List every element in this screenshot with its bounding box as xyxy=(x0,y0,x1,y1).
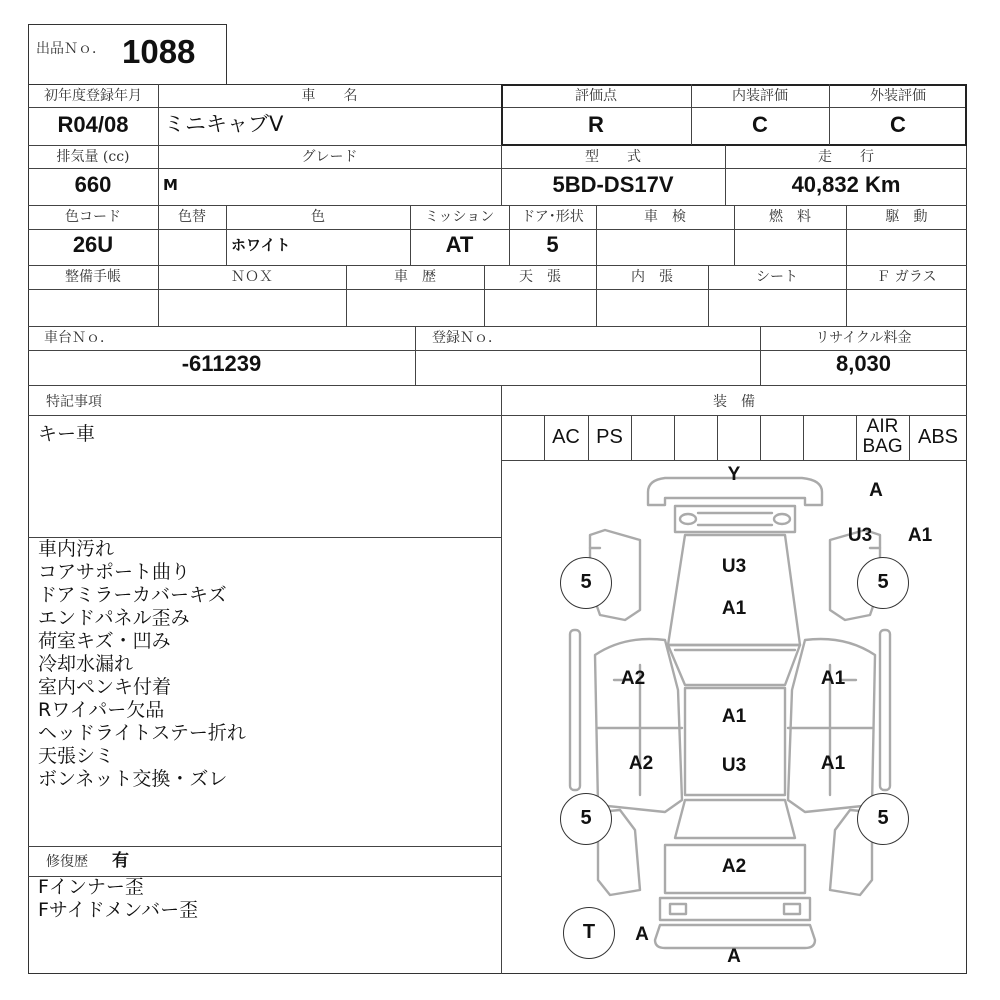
note-line: ドアミラーカバーキズ xyxy=(38,584,227,606)
rule xyxy=(28,229,967,230)
mileage-value: 40,832 Km xyxy=(791,172,901,197)
seat-label: シート xyxy=(756,269,798,285)
history-label: 車 歴 xyxy=(394,269,436,285)
interior-label: 内装評価 xyxy=(732,88,788,104)
mark-roof-a1: A1 xyxy=(721,706,747,727)
repair-value: 有 xyxy=(112,851,129,871)
rule xyxy=(631,415,632,460)
color-code-value: 26U xyxy=(72,232,114,257)
mark-rear-bumper-left: A xyxy=(635,924,649,945)
transmission-value: AT xyxy=(445,232,474,257)
rule xyxy=(28,168,967,169)
rule xyxy=(28,289,967,290)
rule xyxy=(28,846,502,847)
roof-label: 天 張 xyxy=(519,269,561,285)
equipment-abs: ABS xyxy=(917,426,959,448)
notes-top-text: キー車 xyxy=(38,423,96,445)
tire-front-right: 5 xyxy=(857,557,909,609)
rule xyxy=(674,415,675,460)
repair-line: Fサイドメンバー歪 xyxy=(38,899,199,921)
displacement-value: 660 xyxy=(74,172,112,197)
note-line: ボンネット交換・ズレ xyxy=(38,768,228,790)
grade-value: M xyxy=(163,176,178,194)
equipment-airbag xyxy=(856,417,909,457)
mark-right-fender-a1: A1 xyxy=(907,525,933,546)
tire-rear-left: 5 xyxy=(560,793,612,845)
score-value: R xyxy=(588,112,604,137)
mark-front-bumper: Y xyxy=(727,464,741,485)
color-label: 色 xyxy=(311,209,325,225)
note-line: コアサポート曲り xyxy=(38,561,191,583)
equipment-label: 装 備 xyxy=(713,394,755,410)
interior-lining-label: 内 張 xyxy=(631,269,673,285)
note-line: ヘッドライトステー折れ xyxy=(38,722,246,744)
note-line: 室内ペンキ付着 xyxy=(38,676,172,698)
first-reg-label: 初年度登録年月 xyxy=(44,88,142,104)
exterior-label: 外装評価 xyxy=(870,88,926,104)
mark-hood-u3: U3 xyxy=(721,556,747,577)
fuel-label: 燃 料 xyxy=(769,209,811,225)
rule xyxy=(28,205,967,206)
mark-hood-a1: A1 xyxy=(721,598,747,619)
note-line: 冷却水漏れ xyxy=(38,653,134,675)
reg-no-label: 登録Ｎｏ． xyxy=(432,330,502,346)
exterior-value: C xyxy=(890,112,906,137)
chassis-value: -611239 xyxy=(181,351,262,376)
mark-right-rear-door: A1 xyxy=(820,753,846,774)
note-line: 天張シミ xyxy=(38,745,115,767)
car-name-value: ミニキャブV xyxy=(164,112,284,136)
mark-right-fender-u3: U3 xyxy=(847,525,873,546)
door-value: 5 xyxy=(546,232,559,257)
transmission-label: ミッション xyxy=(424,209,495,225)
drive-label: 駆 動 xyxy=(885,209,928,225)
chassis-label: 車台Ｎｏ． xyxy=(44,330,114,346)
inspection-label: 車 検 xyxy=(644,209,686,225)
rule xyxy=(803,415,804,460)
mileage-label: 走 行 xyxy=(818,149,874,165)
f-glass-label: Ｆ ガラス xyxy=(876,269,937,285)
equipment-ac: AC xyxy=(552,426,580,448)
repaint-label: 色替 xyxy=(178,209,206,225)
color-code-label: 色コード xyxy=(65,209,121,225)
model-value: 5BD-DS17V xyxy=(552,172,674,197)
mark-rear-bumper: A xyxy=(727,946,741,967)
car-name-label: 車 名 xyxy=(301,88,358,104)
note-line: 荷室キズ・凹み xyxy=(38,630,171,652)
equipment-airbag-text: AIR BAG xyxy=(862,416,903,457)
grade-label: グレード xyxy=(301,149,358,165)
first-reg-value: R04/08 xyxy=(57,112,129,137)
notes-label: 特記事項 xyxy=(46,394,102,410)
rule xyxy=(28,385,967,386)
mark-right-front-door: A1 xyxy=(820,668,846,689)
rule xyxy=(28,415,967,416)
interior-value: C xyxy=(752,112,768,137)
mark-tailgate: A2 xyxy=(721,856,747,877)
note-line: Rワイパー欠品 xyxy=(38,699,165,721)
door-label: ドア･形状 xyxy=(521,209,584,225)
equipment-ps: PS xyxy=(596,426,623,448)
mark-front-corner-right: A xyxy=(869,480,883,501)
recycle-value: 8,030 xyxy=(835,351,892,376)
rule xyxy=(717,415,718,460)
repair-label: 修復歴 xyxy=(46,854,88,870)
repair-line: Fインナー歪 xyxy=(38,876,144,898)
note-line: 車内汚れ xyxy=(38,538,115,560)
note-line: エンドパネル歪み xyxy=(38,607,190,629)
tire-rear-right: 5 xyxy=(857,793,909,845)
mark-left-rear-door: A2 xyxy=(628,753,654,774)
tire-front-left: 5 xyxy=(560,557,612,609)
rule xyxy=(415,326,416,385)
spare-tire: T xyxy=(563,907,615,959)
model-label: 型 式 xyxy=(585,149,641,165)
mark-roof-u3: U3 xyxy=(721,755,747,776)
lot-label: 出品Ｎｏ． xyxy=(36,41,106,57)
score-label: 評価点 xyxy=(575,88,617,104)
manual-label: 整備手帳 xyxy=(65,269,121,285)
rule xyxy=(28,326,967,327)
mark-left-front-door: A2 xyxy=(620,668,646,689)
displacement-label: 排気量 (cc) xyxy=(56,149,130,165)
recycle-label: リサイクル料金 xyxy=(815,330,912,346)
rule xyxy=(28,265,967,266)
nox-label: ＮＯＸ xyxy=(231,269,273,285)
lot-number: 1088 xyxy=(122,33,196,70)
color-value: ホワイト xyxy=(231,236,291,254)
rule xyxy=(760,415,761,460)
